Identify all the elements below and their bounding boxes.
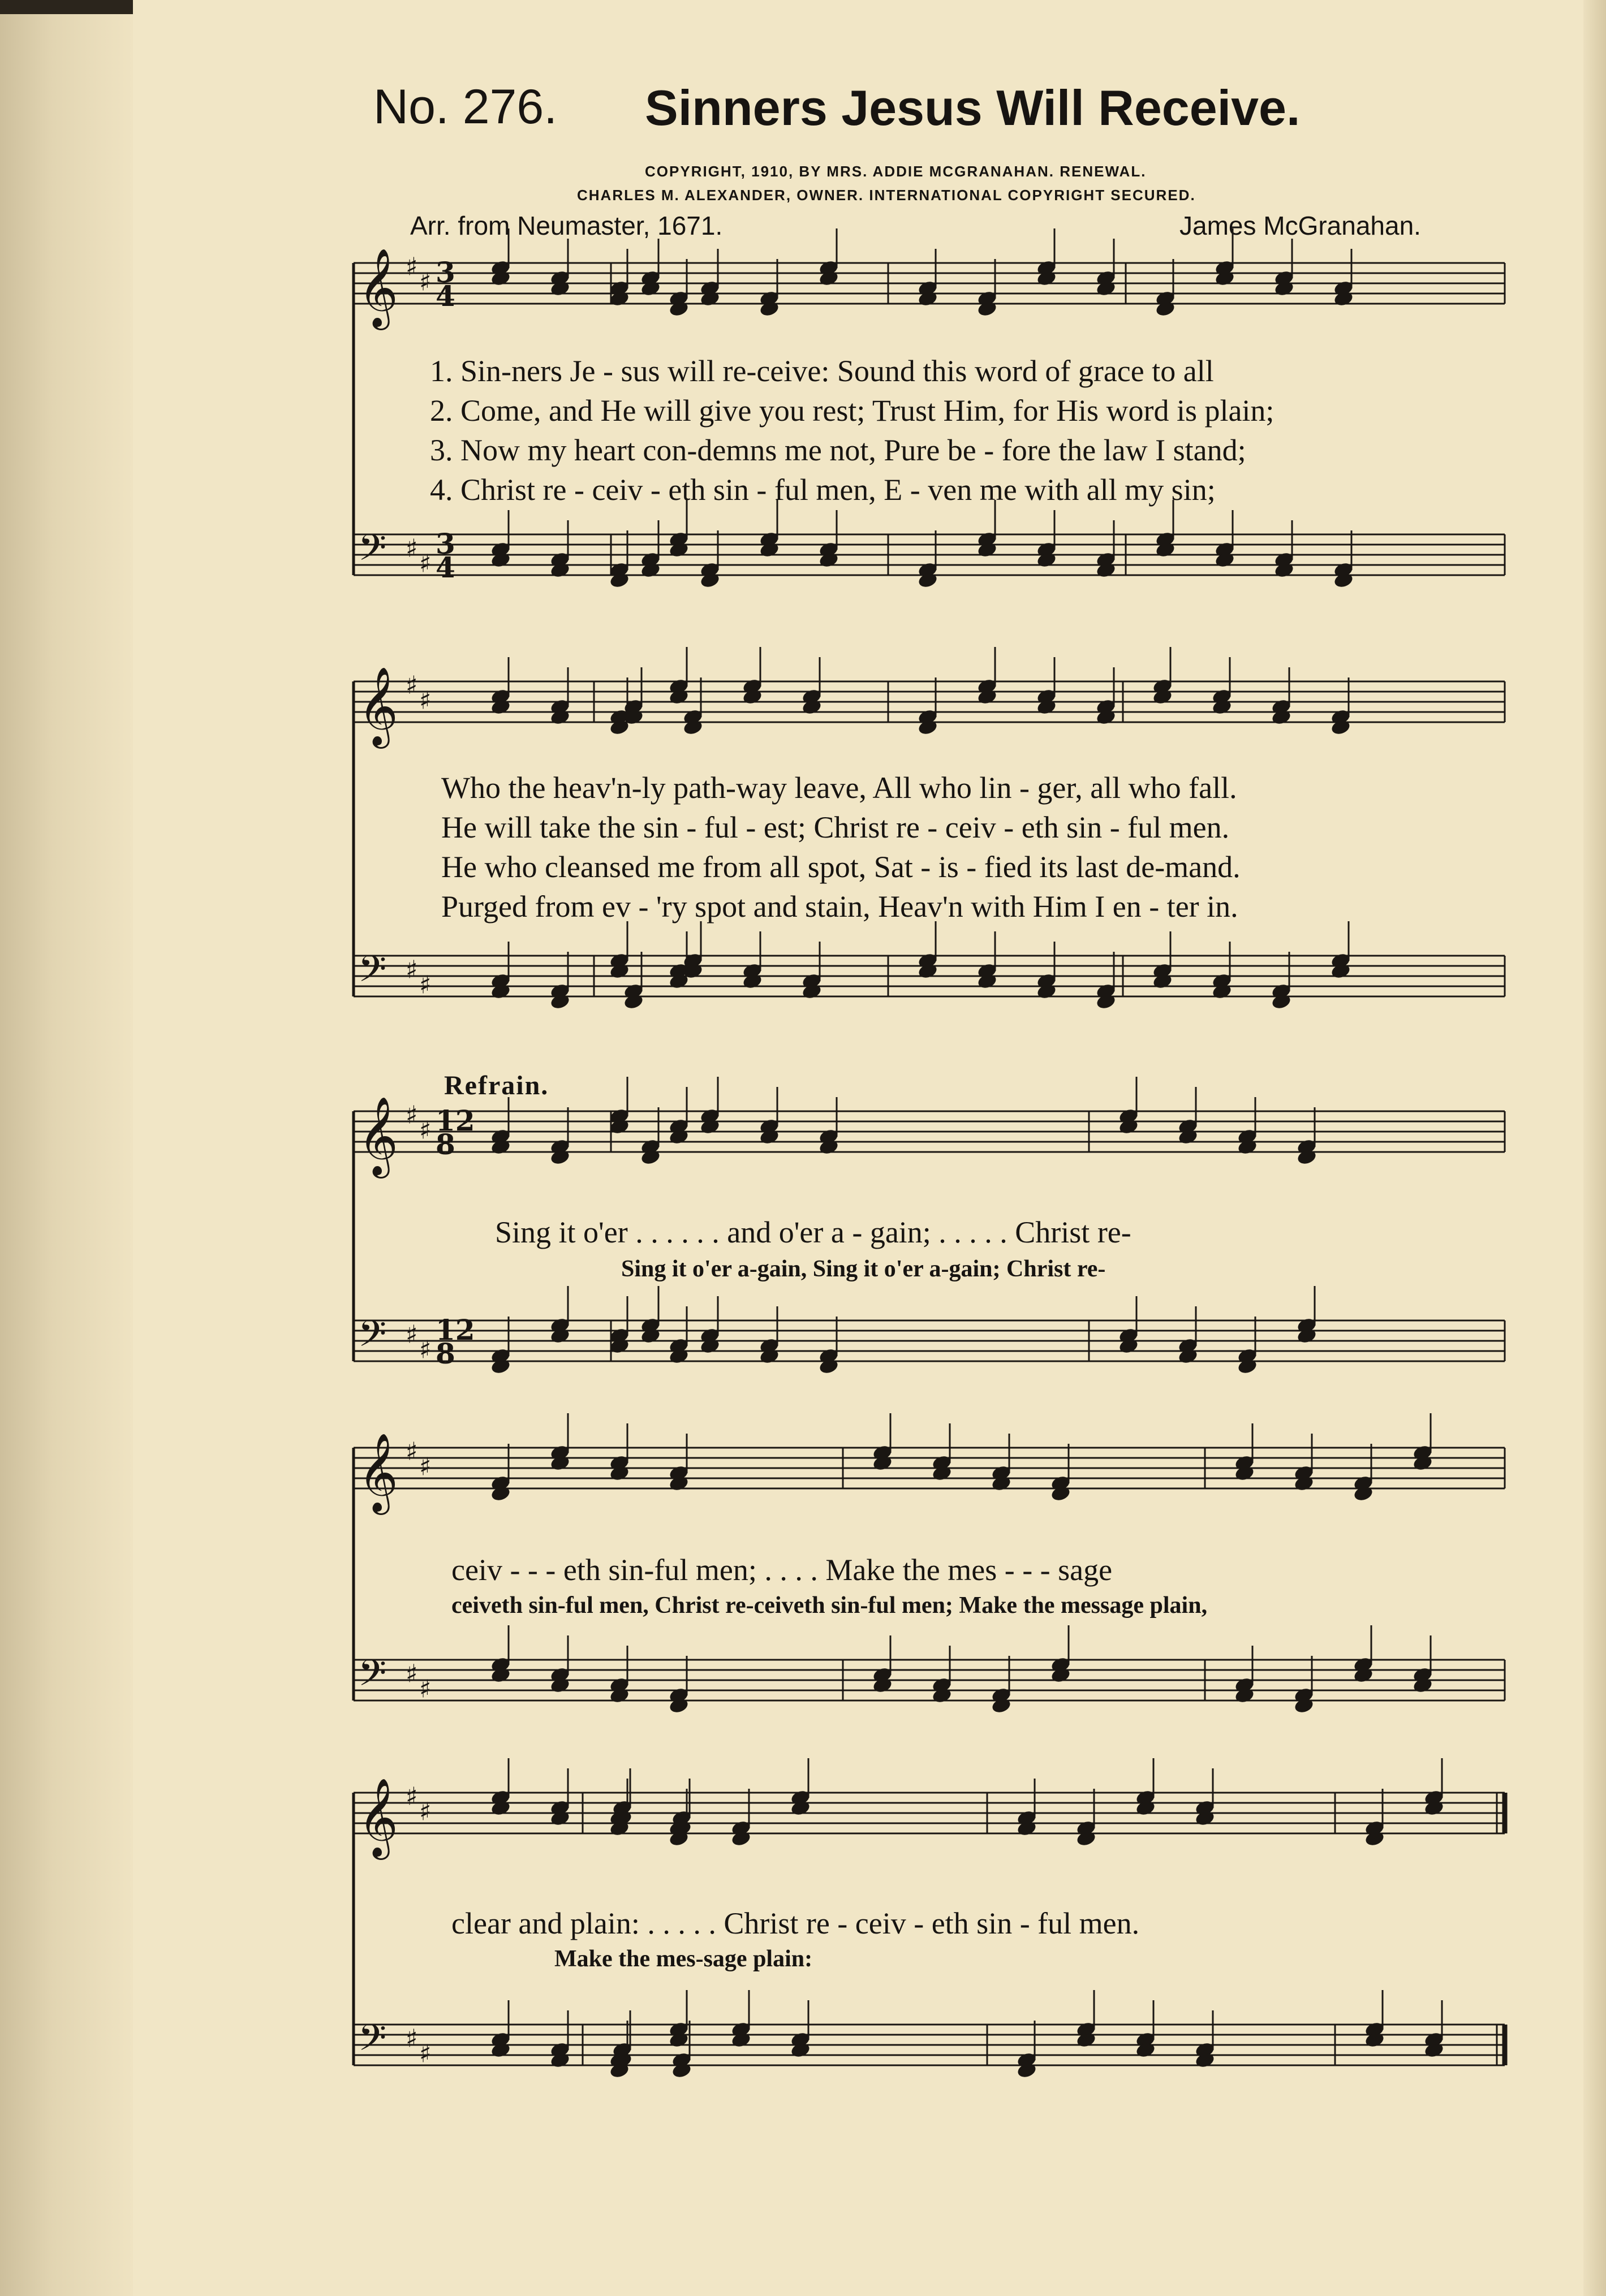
copyright-owner-line: CHARLES M. ALEXANDER, OWNER. INTERNATIONAL COPYRIGHT SECURED.	[577, 187, 1196, 204]
treble-clef-icon: 𝄞	[358, 1097, 398, 1175]
sharp-icon: ♯	[419, 549, 432, 579]
refrain-line-2-alto: ceiveth sin-ful men, Christ re-ceiveth sin-ful men; Make the message plain,	[451, 1592, 1208, 1619]
treble-clef-icon: 𝄞	[358, 1778, 398, 1857]
verse-2-line-a: 2. Come, and He will give you rest; Trust Him, for His word is plain;	[430, 394, 1275, 428]
verse-4-line-a: 4. Christ re - ceiv - eth sin - ful men, E - ven me with all my sin;	[430, 473, 1216, 507]
copyright-line: COPYRIGHT, 1910, BY MRS. ADDIE MCGRANAHAN. RENEWAL.	[645, 163, 1147, 180]
sharp-icon: ♯	[406, 534, 418, 563]
arranger-credit: Arr. from Neumaster, 1671.	[410, 211, 723, 240]
sharp-icon: ♯	[419, 1335, 432, 1365]
refrain-line-3-soprano: clear and plain: . . . . . Christ re - ceiv - eth sin - ful men.	[451, 1906, 1140, 1940]
hymn-number: No. 276.	[373, 80, 558, 134]
sharp-icon: ♯	[419, 686, 432, 715]
sharp-icon: ♯	[406, 252, 418, 282]
verse-1-line-a: 1. Sin-ners Je - sus will re-ceive: Sound this word of grace to all	[430, 354, 1214, 388]
time-signature-denominator: 8	[436, 1128, 455, 1161]
hymn-title: Sinners Jesus Will Receive.	[645, 80, 1301, 136]
sharp-icon: ♯	[406, 1100, 418, 1130]
time-signature-numerator: 12	[436, 1104, 475, 1137]
time-signature-denominator: 4	[436, 279, 455, 313]
bass-clef-icon: 𝄢	[358, 948, 387, 999]
refrain-line-2-soprano: ceiv - - - eth sin-ful men; . . . . Make the mes - - - sage	[451, 1553, 1113, 1587]
time-signature-denominator: 4	[436, 551, 455, 584]
treble-clef-icon: 𝄞	[358, 1433, 398, 1512]
sharp-icon: ♯	[419, 970, 432, 1000]
sharp-icon: ♯	[419, 1116, 432, 1145]
refrain-line-1-soprano: Sing it o'er . . . . . . and o'er a - gain; . . . . . Christ re-	[495, 1215, 1131, 1249]
bass-clef-icon: 𝄢	[358, 527, 387, 578]
sharp-icon: ♯	[419, 1674, 432, 1704]
time-signature-numerator: 3	[436, 527, 455, 560]
sharp-icon: ♯	[419, 2039, 432, 2069]
verse-3-line-a: 3. Now my heart con-demns me not, Pure be - fore the law I stand;	[430, 433, 1246, 467]
refrain-line-1-alto: Sing it o'er a-gain, Sing it o'er a-gain; Christ re-	[621, 1256, 1106, 1282]
refrain-label: Refrain.	[444, 1071, 549, 1100]
sharp-icon: ♯	[419, 267, 432, 297]
bass-clef-icon: 𝄢	[358, 1652, 387, 1703]
sharp-icon: ♯	[419, 1452, 432, 1482]
time-signature-numerator: 3	[436, 256, 455, 289]
sharp-icon: ♯	[406, 1437, 418, 1466]
sharp-icon: ♯	[406, 1782, 418, 1811]
sharp-icon: ♯	[406, 955, 418, 985]
verse-1-line-b: Who the heav'n-ly path-way leave, All who lin - ger, all who fall.	[441, 771, 1237, 805]
sharp-icon: ♯	[419, 1797, 432, 1827]
verse-2-line-b: He will take the sin - ful - est; Christ re - ceiv - eth sin - ful men.	[441, 810, 1230, 844]
sharp-icon: ♯	[406, 1320, 418, 1349]
sharp-icon: ♯	[406, 671, 418, 700]
time-signature-numerator: 12	[436, 1313, 475, 1346]
treble-clef-icon: 𝄞	[358, 248, 398, 327]
sharp-icon: ♯	[406, 2024, 418, 2053]
refrain-line-3-alto: Make the mes-sage plain:	[554, 1946, 813, 1972]
bass-clef-icon: 𝄢	[358, 2017, 387, 2068]
bass-clef-icon: 𝄢	[358, 1313, 387, 1364]
verse-4-line-b: Purged from ev - 'ry spot and stain, Heav'n with Him I en - ter in.	[441, 890, 1238, 923]
composer-credit: James McGranahan.	[1179, 211, 1421, 240]
time-signature-denominator: 8	[436, 1337, 455, 1370]
verse-3-line-b: He who cleansed me from all spot, Sat - is - fied its last de-mand.	[441, 850, 1241, 884]
treble-clef-icon: 𝄞	[358, 667, 398, 745]
sharp-icon: ♯	[406, 1659, 418, 1689]
